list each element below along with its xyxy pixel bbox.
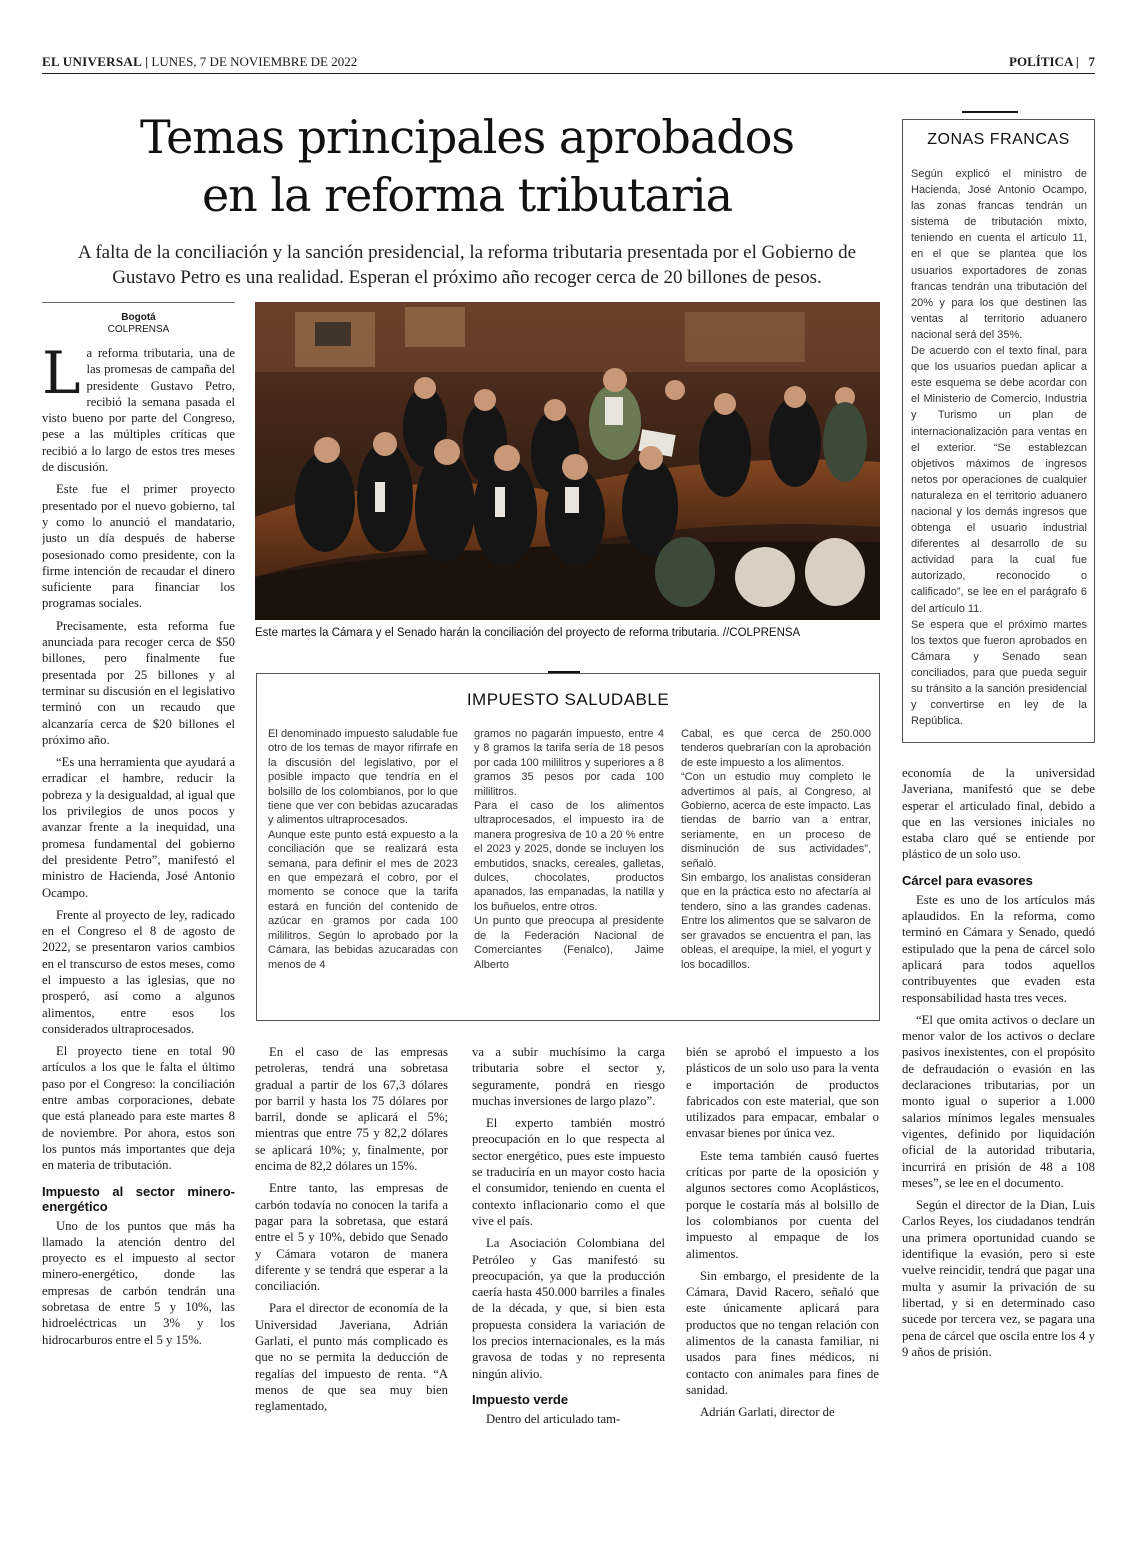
- paragraph-text: a reforma tributaria, una de las promesas de campaña del presidente Gustavo Petro, recibió la semana pasada el visto bueno por parte del Congreso, pese a las múltiples críticas que recibió a lo largo de estos tres meses de discusión.: [42, 346, 235, 475]
- box-column-2: [474, 727, 664, 1013]
- article-column-5: [902, 765, 1095, 1485]
- article-paragraph: economía de la universidad Javeriana, manifestó que se debe esperar el articulado final, debido a que en las versiones iniciales no estaba claro qué se entiende por plástico de un solo uso.: [902, 766, 1095, 862]
- zonas-francas-text: [911, 166, 1087, 736]
- article-paragraph: En el caso de las empresas petroleras, tendrá una sobretasa gradual a partir de los 67,3 dólares por barril y hasta los 75 dólares por barril, donde se aplicará el 5%; mientras que entre 75 y 82,2 dólares se aplicará 10%; y, finalmente, por encima de 82,2 dólares un 15%.: [255, 1045, 448, 1174]
- article-paragraph: La Asociación Colombiana del Petróleo y Gas manifestó su preocupación, ya que la producción caería hasta 450.000 barriles a finales de la década, y que, si bien esta propuesta considera la variación de los precios internacionales, es la más gravosa de todas y no representa ningún alivio.: [472, 1236, 665, 1381]
- box-title-impuesto-saludable: IMPUESTO SALUDABLE: [466, 690, 670, 709]
- header-rule: [42, 73, 1095, 74]
- box-paragraph: Un punto que preocupa al presidente de la Federación Nacional de Comerciantes (Fenalco), Jaime Alberto: [474, 915, 664, 971]
- drop-cap: L: [42, 345, 81, 407]
- issue-date: LUNES, 7 DE NOVIEMBRE DE 2022: [151, 54, 358, 69]
- box-column-3: [681, 727, 871, 1013]
- byline-rule: [42, 302, 235, 303]
- article-paragraph: Uno de los puntos que más ha llamado la atención dentro del proyecto es el impuesto al sector minero-energético, donde las empresas de carbón tendrán una sobretasa de entre 5 y 10%, las hidroeléctricas un 3% y los hidrocarburos entre el 5 y 15%.: [42, 1218, 235, 1347]
- box-paragraph: Sin embargo, los analistas consideran que en la práctica esto no afectaría al tendero, sino a las grandes cadenas. Entre los alimentos que se salvaron de ser gravados se encuentra el pan, las obleas, el arequipe, la miel, el yogurt y los bocadillos.: [681, 872, 871, 971]
- headline-line-1: Temas principales aprobados: [139, 110, 795, 164]
- article-paragraph: Sin embargo, el presidente de la Cámara, David Racero, señaló que este únicamente aplicará para productos que no tengan relación con alimentos de la canasta familiar, ni usados para fines médicos, ni contacto con animales para fines de sanidad.: [686, 1268, 879, 1397]
- article-paragraph: Frente al proyecto de ley, radicado en el Congreso el 8 de agosto de 2022, se presentaron varios cambios en el transcurso de estos meses, como el impuesto a las iglesias, que no prosperó, así como a algunos alimentos, entre esos los considerados ultraprocesados.: [42, 907, 235, 1036]
- box-paragraph: El denominado impuesto saludable fue otro de los temas de mayor rifirrafe en la discusión del legislativo, por el posible impacto que tendría en el bolsillo de los colombianos, por lo que tiene que ver con bebidas azucaradas y alimentos ultraprocesados.: [268, 728, 458, 827]
- box-paragraph: “Con un estudio muy completo le advertimos al país, al Congreso, al Gobierno, acerca de este impacto. Las tiendas de barrio van a entrar, seriamente, en un proceso de disminución de sus actividades”, señaló.: [681, 771, 871, 870]
- headline-line-2: en la reforma tributaria: [201, 168, 733, 222]
- zf-accent-rule: [962, 111, 1018, 113]
- article-paragraph: Adrián Garlati, director de: [700, 1405, 835, 1420]
- box-paragraph: De acuerdo con el texto final, para que los usuarios puedan aplicar a este esquema se debe acordar con el Ministerio de Comercio, Industria y Turismo un plan de internacionalización para ventas en el exterior. “Se establezcan objetivos máximos de ingresos netos por operaciones de cualquier naturaleza en el territorio aduanero nacional y los demás ingresos que obtenga el usuario industrial diferentes al desarrollo de su actividad para la cual fue autorizado, reconocido o calificado”, se lee en el parágrafo 6 del artículo 11.: [911, 345, 1087, 615]
- byline-agency: COLPRENSA: [107, 324, 170, 335]
- header-separator-right: |: [1075, 54, 1086, 69]
- lead-line-1: A falta de la conciliación y la sanción presidencial, la reforma tributaria presentada por el Gobierno de: [77, 242, 857, 263]
- article-paragraph: El proyecto tiene en total 90 artículos a los que le falta el último paso por el Congreso: la conciliación entre ambas corporaciones, debate que está planeado para este martes 8 de noviembre. Por ahora, estos son los puntos más importantes que deja en materia de tributación.: [42, 1044, 235, 1173]
- article-paragraph: Entre tanto, las empresas de carbón todavía no conocen la tarifa a pagar para la sobretasa, que estará entre el 5 y 10%, debido que Senado y Cámara votaron de manera diferente y se tendrá que esperar a la conciliación.: [255, 1181, 448, 1294]
- article-column-1: [42, 345, 235, 1485]
- article-paragraph: Este tema también causó fuertes críticas por parte de la oposición y algunos sectores como Acoplásticos, porque le costaría más al bolsillo de los colombianos por cuenta del impuesto al empaque de los alimentos.: [686, 1148, 879, 1261]
- byline-city: Bogotá: [121, 312, 156, 323]
- box-title-zonas-francas: ZONAS FRANCAS: [927, 131, 1070, 148]
- page-header-right: [1009, 54, 1095, 70]
- box-paragraph: Aunque este punto está expuesto a la conciliación que se realizará esta semana, para definir el mes de 2023 en que empezará el cobro, por el momento se conoce que la tarifa estará en función del contenido de azúcar en gramos por cada 100 mililitros. Según lo aprobado por la Cámara, las bebidas azucaradas con menos de 4: [268, 828, 458, 971]
- article-paragraph: Este fue el primer proyecto presentado por el nuevo gobierno, tal y como lo anunció el mandatario, justo un día después de haberse posesionado como presidente, con la firme intención de recaudar el dinero suficiente para financiar los programas sociales.: [42, 482, 235, 611]
- page-number: 7: [1088, 54, 1095, 69]
- box-paragraph: gramos no pagarán impuesto, entre 4 y 8 gramos la tarifa sería de 18 pesos por cada 100 mililitros y superiores a 8 gramos 35 pesos por cada 100 mililitros.: [474, 728, 664, 798]
- article-paragraph: El experto también mostró preocupación en lo que respecta al sector energético, pues este impuesto se traduciría en un mayor costo hacia el consumidor, teniendo en cuenta el contexto inflacionario como el que vive el país.: [472, 1116, 665, 1228]
- section-name: POLÍTICA: [1009, 54, 1073, 69]
- article-paragraph: [42, 345, 235, 475]
- box-paragraph: Para el caso de los alimentos ultraprocesados, el impuesto ira de manera progresiva de 10 a 20 % entre el 2023 y 2025, donde se incluyen los embutidos, snacks, cereales, galletas, dulces, chocolates, productos apanados, las empanadas, la natilla y los buñuelos, entre otros.: [474, 800, 664, 913]
- subheading-impuesto-verde: Impuesto verde: [472, 1391, 569, 1407]
- byline: [42, 312, 235, 336]
- article-column-2: [255, 1044, 448, 1484]
- article-lead: [42, 240, 892, 290]
- subheading-mining-energy: Impuesto al sector minero-energético: [42, 1183, 235, 1214]
- article-column-3: [472, 1044, 665, 1484]
- box-paragraph: Cabal, es que cerca de 250.000 tenderos quebrarían con la aprobación de este impuesto a los alimentos.: [681, 728, 871, 769]
- lead-line-2: Gustavo Petro es una realidad. Esperan el próximo año recoger cerca de 20 billones de pesos.: [112, 267, 822, 288]
- article-paragraph: Para el director de economía de la Universidad Javeriana, Adrián Garlati, el punto más complicado es que no se permita la deducción de regalías del impuesto de renta. “A menos de que sea muy bien reglamentado,: [255, 1301, 448, 1414]
- article-paragraph: “Es una herramienta que ayudará a erradicar el hambre, reducir la pobreza y la desigualdad, al igual que los privilegios de unos pocos y avanzar frente a la inequidad, una promesa fundamental del gobierno del presidente Petro”, manifestó el ministro de Hacienda, José Antonio Ocampo.: [42, 755, 235, 900]
- page-header-left: [42, 54, 357, 70]
- box-paragraph: Se espera que el próximo martes los textos que fueron aprobados en Cámara y Senado sean conciliados, para que pueda seguir su tránsito a la sanción presidencial y convertirse en ley de la República.: [911, 618, 1087, 728]
- article-paragraph: “El que omita activos o declare un menor valor de los activos o declare pasivos inexistentes, con el propósito de defraudación o evasión en las declaraciones tributarias, por un monto igual o superior a 1.000 salarios mínimos legales mensuales vigentes, definido por liquidación oficial de la autoridad tributaria, incurrirá en prisión de 48 a 108 meses”, se lee en el documento.: [902, 1012, 1095, 1190]
- box-column-1: [268, 727, 458, 1013]
- subheading-carcel-evasores: Cárcel para evasores: [902, 872, 1033, 888]
- photo-caption: Este martes la Cámara y el Senado harán la conciliación del proyecto de reforma tributaria. //COLPRENSA: [255, 627, 801, 639]
- article-paragraph: Dentro del articulado tam-: [486, 1411, 621, 1426]
- newspaper-brand: EL UNIVERSAL: [42, 54, 143, 69]
- article-paragraph: Este es uno de los artículos más aplaudidos. En la reforma, como terminó en Cámara y Senado, quedó estipulado que la pena de cárcel solo aplicará para todos aquellos contribuyentes que evaden esta responsabilidad hasta tres veces.: [902, 892, 1095, 1005]
- article-paragraph: va a subir muchísimo la carga tributaria sobre el sector y, seguramente, pondrá en riesgo muchas inversiones de largo plazo”.: [472, 1045, 665, 1108]
- article-paragraph: Según el director de la Dian, Luis Carlos Reyes, los ciudadanos tendrán una primera oportunidad cuando se identifique la evasión, pero si este vuelve reincidir, tendrá que pagar una multa y asumir la privación de su libertad, y si en determinado caso sucede por tercera vez, se pagara una pena de cárcel que oscila entre los 4 y 9 años de prisión.: [902, 1198, 1095, 1359]
- article-column-4: [686, 1044, 879, 1484]
- article-paragraph: Precisamente, esta reforma fue anunciada para recoger cerca de $50 billones, pero finalmente fue presentada por 25 billones y al terminar su discusión en el legislativo terminó con un recaudo que alcanzaría cerca de $20 billones el próximo año.: [42, 618, 235, 747]
- header-separator: |: [145, 54, 152, 69]
- box-paragraph: Según explicó el ministro de Hacienda, José Antonio Ocampo, las zonas francas tendrán un sistema de tributación mixto, teniendo en cuenta el artículo 11, en el que se plantea que los usuarios exportadores de zonas francas tendrán una tributación del 20% y para los que destinen las ventas al territorio aduanero nacional será del 35%.: [911, 168, 1087, 341]
- congress-session-photo: [255, 302, 880, 620]
- article-paragraph: bién se aprobó el impuesto a los plásticos de un solo uso para la venta e importación de productos fabricados con este material, que son utilizados para empacar, embalar o envasar bienes por única vez.: [686, 1045, 879, 1141]
- article-headline: [42, 108, 892, 224]
